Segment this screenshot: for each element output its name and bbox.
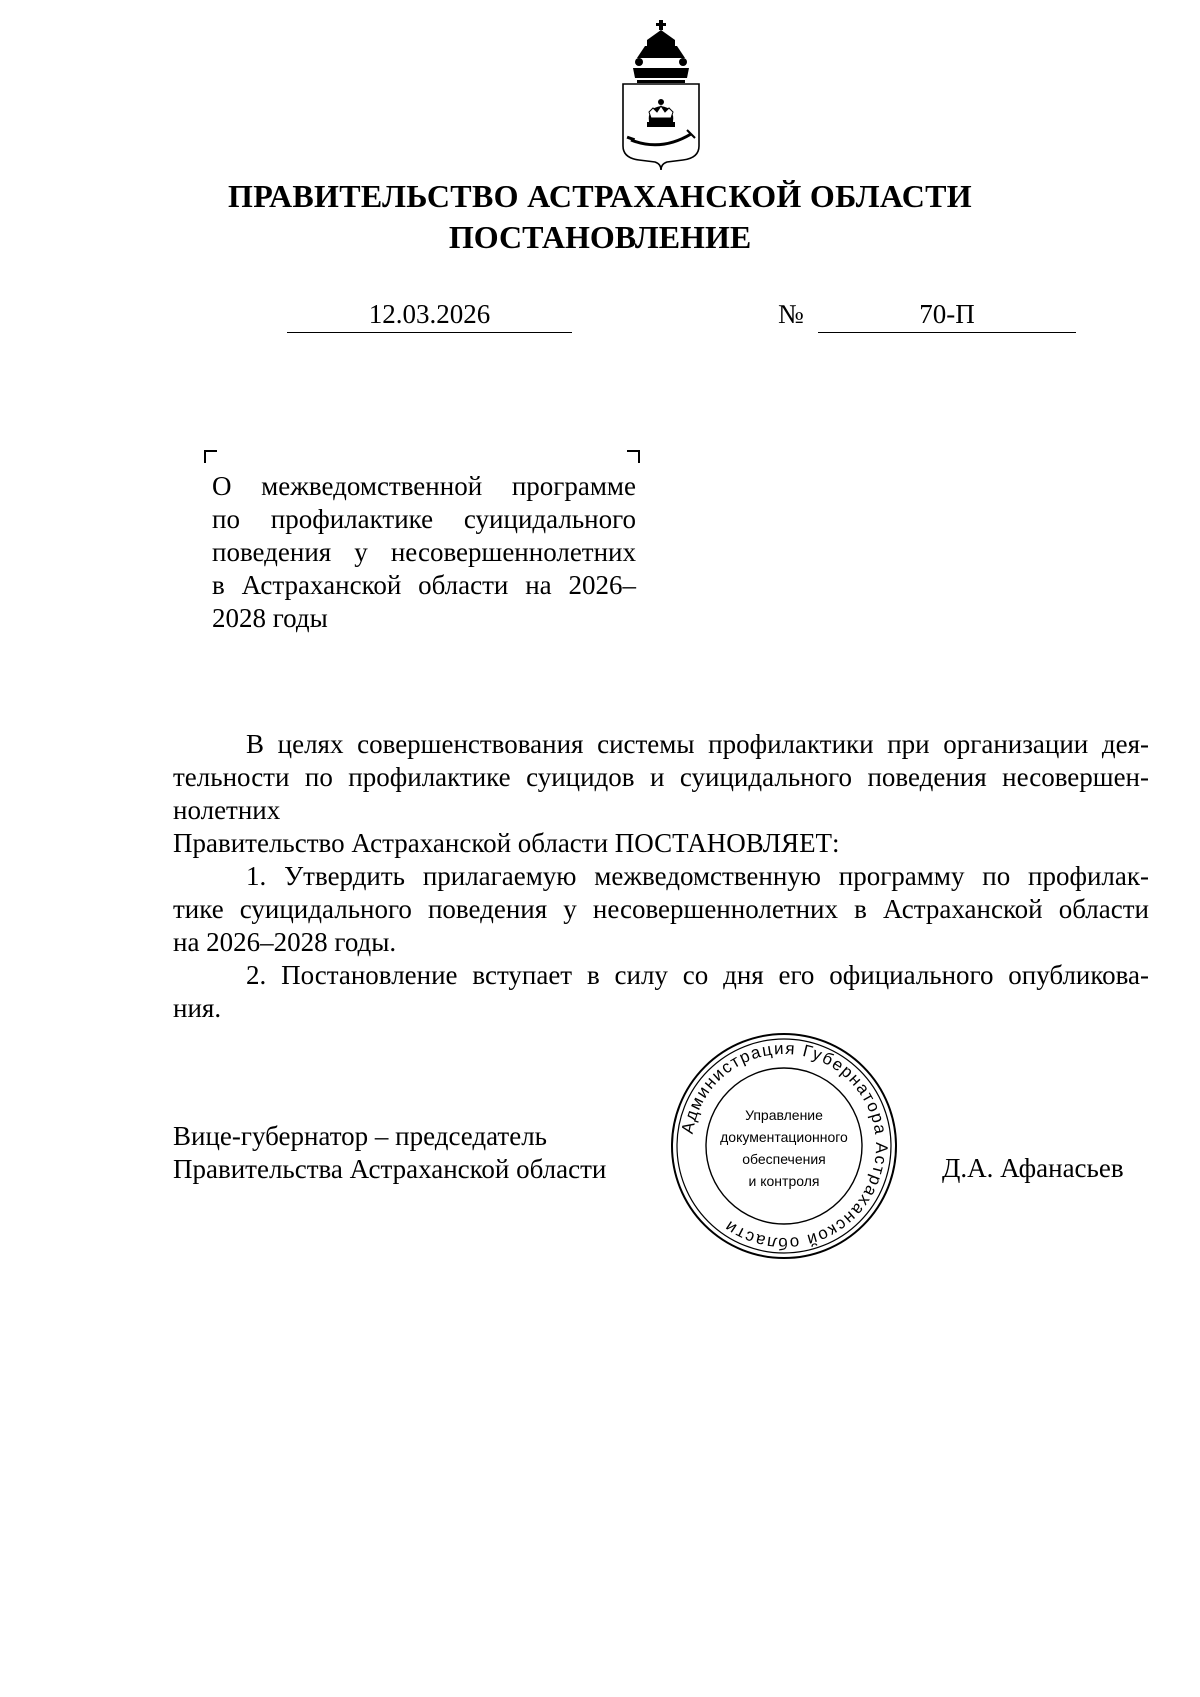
- subject-corner-mark-left: [204, 450, 217, 463]
- body-line: Правительство Астраханской области ПОСТАНОВЛЯЕТ:: [173, 828, 840, 858]
- body-line: нолетних: [173, 795, 281, 825]
- body-line: 2. Постановление вступает в силу со дня его официального опубликова-: [246, 960, 1149, 990]
- seal-center-line: и контроля: [748, 1173, 820, 1189]
- document-type-heading: ПОСТАНОВЛЕНИЕ: [448, 219, 752, 255]
- subject-line: 2028 годы: [212, 603, 328, 633]
- subject-line: в Астраханской области на 2026–: [212, 570, 636, 600]
- seal-center-line: обеспечения: [742, 1151, 826, 1167]
- document-number: 70-П: [818, 296, 1076, 333]
- seal-center-line: Управление: [745, 1107, 823, 1123]
- signer-position-line: Правительства Астраханской области: [173, 1154, 607, 1184]
- body-line: тельности по профилактике суицидов и суицидального поведения несовершен-: [173, 762, 1149, 792]
- body-line: тике суицидального поведения у несовершеннолетних в Астраханской области: [173, 894, 1149, 924]
- body-line: ния.: [173, 993, 222, 1023]
- number-sign: №: [778, 299, 804, 329]
- subject-line: по профилактике суицидального: [212, 504, 636, 534]
- seal-center-line: документационного: [720, 1129, 848, 1145]
- signer-position-line: Вице-губернатор – председатель: [173, 1121, 547, 1151]
- document-date: 12.03.2026: [287, 296, 572, 333]
- signer-name: Д.А. Афанасьев: [942, 1153, 1124, 1183]
- seal-ring-text: Администрация Губернатора Астраханской области: [677, 1038, 892, 1254]
- coat-of-arms-emblem: [617, 18, 705, 170]
- document-body: [173, 728, 1149, 1025]
- signer-position: [173, 1120, 606, 1186]
- document-subject: [212, 470, 636, 635]
- body-line: В целях совершенствования системы профилактики при организации дея-: [246, 729, 1149, 759]
- subject-line: О межведомственной программе: [212, 471, 636, 501]
- subject-line: поведения у несовершеннолетних: [212, 537, 636, 567]
- body-line: 1. Утвердить прилагаемую межведомственную программу по профилак-: [246, 861, 1149, 891]
- body-line: на 2026–2028 годы.: [173, 927, 397, 957]
- official-seal: [668, 1030, 900, 1262]
- organization-title: ПРАВИТЕЛЬСТВО АСТРАХАНСКОЙ ОБЛАСТИ: [228, 178, 972, 214]
- subject-corner-mark-right: [627, 450, 640, 463]
